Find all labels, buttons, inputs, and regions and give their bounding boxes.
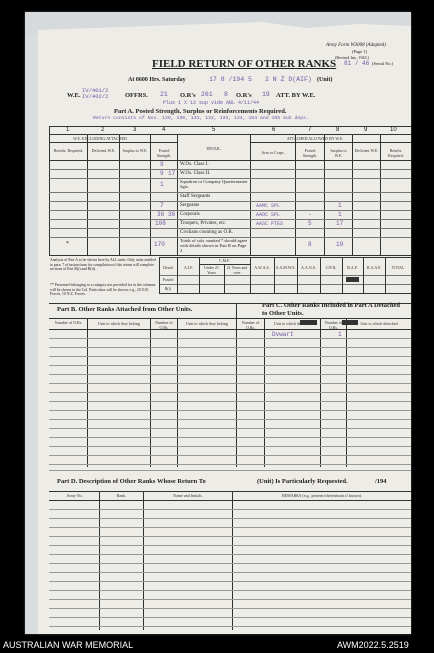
posted-wo1: 9: [160, 161, 164, 168]
col-number-1: 1: [66, 127, 70, 133]
ruled-line: [49, 554, 411, 555]
archive-name: AUSTRALIAN WAR MEMORIAL: [3, 640, 134, 650]
col-head-att-deficient: Deficient W.E.: [354, 148, 379, 153]
posted-total: 170: [154, 241, 165, 248]
ruled-line: [49, 572, 411, 573]
we-label: W.E.: [67, 92, 81, 99]
ruled-line: [49, 527, 411, 528]
army-form-label: Army Form W3008 (Adapted): [326, 43, 386, 48]
analysis-head-raf: R.A.F.: [347, 265, 358, 270]
part-d-title-end: (Unit) Is Particularly Requested.: [257, 478, 348, 485]
part-d-head-name: Name and Initials.: [173, 493, 203, 498]
part-b-head-unit-1: Unit to which they belong: [98, 321, 140, 326]
ruled-line: [49, 419, 411, 420]
revised-label: (Revised Jan., 1943.): [335, 55, 369, 60]
arm-corps-sergeants: AAMC SPL: [256, 203, 281, 209]
unit-value: 2 N Z D(AIF): [265, 76, 312, 83]
posted-troopers: 108: [155, 220, 166, 227]
ors-label: O.R's: [180, 92, 196, 99]
we-value: IV/401/2 IV/402/2: [82, 87, 109, 100]
att-surplus-troopers: 17: [336, 220, 344, 227]
ruled-line: [49, 374, 411, 375]
archive-reference: AWM2022.5.2519: [337, 640, 409, 650]
posted-wo2: 9: [160, 170, 164, 177]
detail-sergeants: Sergeants: [180, 203, 200, 208]
plus-note: Plus 1 X 12 sup vide ABL 4/11/44: [163, 100, 260, 106]
ruled-line: [49, 464, 411, 465]
ruled-line: [49, 338, 411, 339]
analysis-head-aamws: A.A.M.W.S.: [275, 265, 296, 270]
ruled-line: [49, 617, 411, 618]
col-head-att-reinfts: Reinfts. Required.: [388, 148, 404, 158]
ruled-line: [49, 347, 411, 348]
part-c-title: Part C. Other Ranks Included in Part A Detached to Other Units.: [262, 302, 401, 317]
col-number-8: 8: [336, 127, 340, 133]
att-label: ATT. BY W.E.: [276, 92, 316, 99]
ors2-value: 8: [224, 91, 228, 98]
detail-totals: Totals of cols. marked * should agree with details shown in Part B on Page 2: [180, 238, 248, 253]
archive-footer: [0, 637, 434, 653]
col-head-surplus: Surplus to W.E.: [122, 148, 148, 153]
analysis-cmf-under-21: Under 21 Years: [204, 265, 219, 275]
at-hours-label: At 0600 Hrs. Saturday: [128, 77, 186, 83]
part-b-head-number-2: Number of O.Rs.: [155, 320, 173, 330]
ruled-line: [49, 392, 411, 393]
surplus-mark-corporals: 36: [168, 211, 176, 218]
offrs-value: 21: [160, 91, 168, 98]
col-head-detail: DETAIL.: [206, 146, 222, 151]
analysis-note-2: ** Personnel belonging to a category not provided for in the columns will be shown in the Col. Particulars will be shown, e.g., 20 O.R. Forces, 10 N.Z. Forces.: [50, 283, 156, 296]
detail-corporals: Corporals: [180, 212, 200, 217]
part-c-head-unit-2: Unit to which detached: [360, 321, 398, 326]
ruled-line: [49, 428, 411, 429]
analysis-head-aif: A.I.F.: [183, 265, 194, 270]
ruled-line: [49, 599, 411, 600]
redaction-mark-1: [346, 277, 359, 282]
ruled-line: [49, 365, 411, 366]
att-surplus-sergeants: 1: [338, 202, 342, 209]
att-posted-corporals: -: [308, 211, 312, 218]
ruled-line: [49, 446, 411, 447]
analysis-head-civil: CIVIL: [325, 265, 337, 270]
analysis-cmf-21-over: 21 Years and over: [226, 265, 248, 275]
col-number-7: 7: [308, 127, 312, 133]
ruled-line: [49, 455, 411, 456]
posted-corporals: 36: [157, 211, 165, 218]
analysis-head-aans: A.A.N.S.: [301, 265, 316, 270]
return-consists-note: Return consists of Nos. 129, 130, 131, 132, 133, 134, 164 and 165 Sub deps.: [93, 116, 309, 121]
col-number-9: 9: [364, 127, 368, 133]
ruled-line: [49, 581, 411, 582]
analysis-row-posted: Posted: [162, 277, 174, 282]
detail-wo-class-1: W.Os. Class I.: [180, 162, 209, 167]
analysis-head-cmf: C.M.F.: [218, 258, 231, 263]
part-a-title: Part A. Posted Strength, Surplus or Reinforcements Required.: [114, 108, 287, 115]
col-number-3: 3: [133, 127, 137, 133]
col-head-att-surplus: Surplus to W.E.: [330, 148, 347, 158]
col-number-6: 6: [272, 127, 276, 133]
col-head-reinfts: Reinfts. Required.: [53, 148, 84, 153]
arm-corps-troopers: AASC PTES: [256, 221, 284, 227]
detail-civilians: Civilians counting as O.R.: [180, 230, 233, 235]
ruled-line: [49, 356, 411, 357]
part-d-head-remarks: REMARKS (e.g., present whereabouts if known).: [282, 493, 362, 498]
total-star-mark: *: [66, 241, 69, 247]
analysis-row-bi: B(i): [164, 286, 172, 291]
serial-label: (Serial No.): [372, 61, 394, 66]
analysis-head-awas: A.W.A.S.: [254, 265, 270, 270]
page-label: (Page 1): [352, 49, 368, 54]
att-posted-troopers: 5: [308, 220, 312, 227]
analysis-head-raaf: R.A.A.F.: [366, 265, 382, 270]
return-date: 17 8 /194 5: [209, 76, 252, 83]
ruled-line: [49, 563, 411, 564]
col-number-4: 4: [162, 127, 166, 133]
analysis-head-total: TOTAL: [391, 265, 405, 270]
posted-sergeants: 7: [160, 202, 164, 209]
col-number-10: 10: [390, 127, 397, 133]
ruled-line: [49, 608, 411, 609]
part-d-date: /194: [375, 478, 387, 485]
col-head-arm-corps: Arm or Corps.: [261, 150, 285, 155]
ruled-line: [49, 410, 411, 411]
part-b-attached-title: Part B. Other Ranks Attached from Other Units.: [57, 306, 193, 313]
part-c-head-number-1: Number of O.Rs.: [241, 320, 260, 330]
col-number-2: 2: [101, 127, 105, 133]
att-posted-total: 8: [308, 241, 312, 248]
col-head-att-posted: Posted Strength.: [302, 148, 318, 158]
col-head-posted: Posted Strength.: [156, 148, 172, 158]
part-c-entry-unit: Dvwart: [272, 331, 294, 338]
form-title: FIELD RETURN OF OTHER RANKS: [152, 58, 337, 70]
detail-wo-class-2: W.Os. Class II.: [180, 171, 211, 176]
surplus-mark-wo2: 17: [168, 170, 176, 177]
ors-value: 261: [201, 91, 213, 98]
part-d-head-army-no: Army No.: [66, 493, 83, 498]
ruled-line: [49, 401, 411, 402]
ruled-line: [49, 437, 411, 438]
offrs-label: OFFRS.: [125, 92, 148, 99]
part-c-entry-number: 1: [338, 331, 342, 338]
col-head-deficient: Deficient W.E.: [91, 148, 116, 153]
ruled-line: [49, 545, 411, 546]
part-d-title: Part D. Description of Other Ranks Whose Return To: [57, 478, 206, 485]
detail-sqn-qm-sgts: Squadron or Company Quartermaster Sgts.: [180, 179, 248, 189]
detail-staff-sergeants: Staff Sergeants: [180, 194, 211, 199]
part-b-head-unit-2: Unit to which they belong: [186, 321, 228, 326]
serial-number: 81 / 46: [344, 60, 370, 67]
posted-qm: 1: [160, 181, 164, 188]
analysis-note: Analysis of Part A to be shown here by ALL units. Only units entitled to para. 7 of instructions for compilation of this return will complete sections of Part B(i) and B(ii).: [50, 258, 156, 271]
attached-header: ATTACHED ALLOWED BY W.E.: [286, 136, 344, 141]
ruled-line: [49, 383, 411, 384]
part-d-head-rank: Rank.: [116, 493, 127, 498]
att-surplus-total: 19: [336, 241, 344, 248]
ruled-line: [49, 590, 411, 591]
att-value: 19: [262, 91, 270, 98]
part-c-head-number-2: Number of O.Rs.: [324, 320, 343, 330]
ruled-line: [49, 518, 411, 519]
ruled-line: [49, 536, 411, 537]
ruled-line: [49, 626, 411, 627]
detail-troopers: Troopers, Privates, etc.: [180, 221, 227, 226]
part-b-head-number-1: Number of O.Rs.: [54, 320, 83, 325]
ruled-line: [49, 509, 411, 510]
ors2-label: O.R's: [236, 92, 252, 99]
part-c-head-unit-1: Unit to which detached: [273, 321, 312, 326]
col-number-5: 5: [212, 127, 216, 133]
unit-label: (Unit): [317, 77, 333, 83]
arm-corps-corporals: AAOC SPL: [256, 212, 281, 218]
analysis-head-detail: Detail: [163, 265, 173, 270]
we-excluding-header: W.E. EXCLUDING ATTACHED: [73, 136, 127, 141]
att-surplus-corporals: 1: [338, 211, 342, 218]
